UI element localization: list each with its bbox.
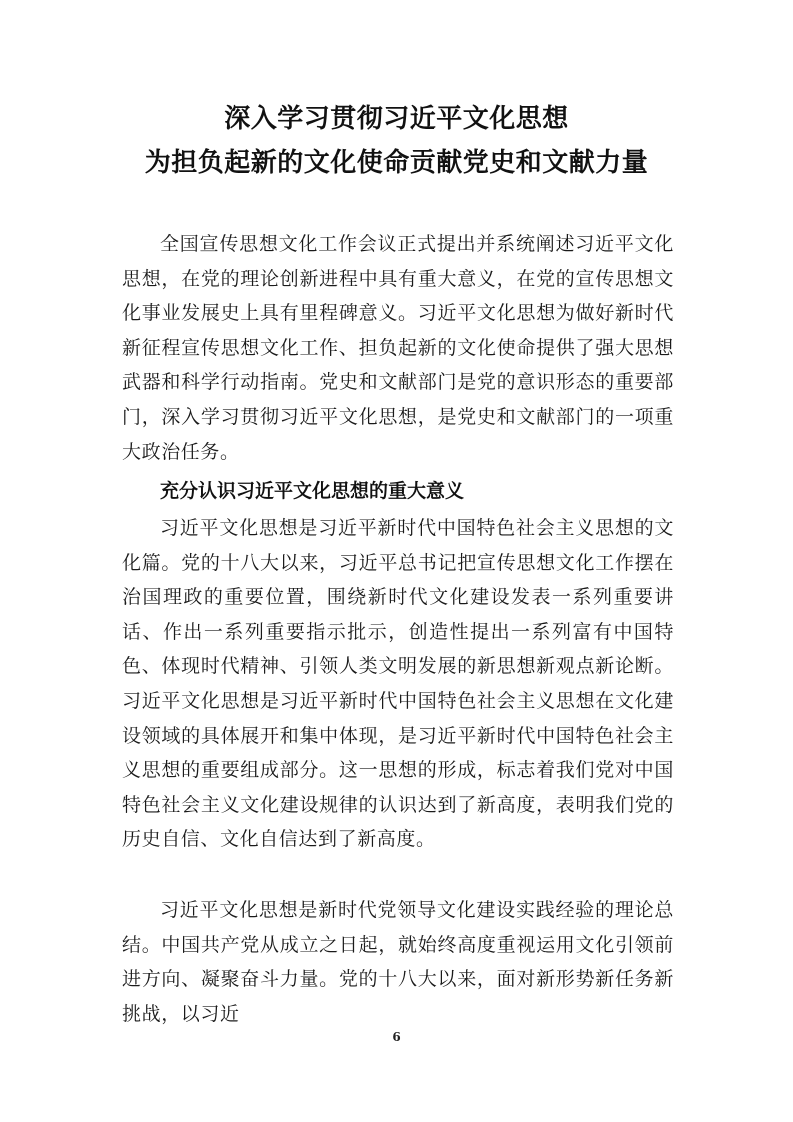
paragraph-significance: 习近平文化思想是习近平新时代中国特色社会主义思想的文化篇。党的十八大以来，习近平总书记把宣传思想文化工作摆在治国理政的重要位置，围绕新时代文化建设发表一系列重要讲话、作出一系列重要指示批示，创造性提出一系列富有中国特色、体现时代精神、引领人类文明发展的新思想新观点新论断。习近平文化思想是习近平新时代中国特色社会主义思想在文化建设领域的具体展开和集中体现，是习近平新时代中国特色社会主义思想的重要组成部分。这一思想的形成，标志着我们党对中国特色社会主义文化建设规律的认识达到了新高度，表明我们党的历史自信、文化自信达到了新高度。 [122, 517, 674, 851]
paragraph-practice: 习近平文化思想是新时代党领导文化建设实践经验的理论总结。中国共产党从成立之日起，就始终高度重视运用文化引领前进方向、凝聚奋斗力量。党的十八大以来，面对新形势新任务新挑战，以习近 [122, 899, 674, 1025]
title-line-2: 为担负起新的文化使命贡献党史和文献力量 [144, 148, 649, 178]
title-line-1: 深入学习贯彻习近平文化思想 [224, 104, 569, 134]
page-number: 6 [392, 1030, 401, 1044]
section-heading: 充分认识习近平文化思想的重大意义 [160, 480, 465, 502]
paragraph-intro: 全国宣传思想文化工作会议正式提出并系统阐述习近平文化思想，在党的理论创新进程中具有重大意义，在党的宣传思想文化事业发展史上具有里程碑意义。习近平文化思想为做好新时代新征程宣传思想文化工作、担负起新的文化使命提供了强大思想武器和科学行动指南。党史和文献部门是党的意识形态的重要部门，深入学习贯彻习近平文化思想，是党史和文献部门的一项重大政治任务。 [122, 233, 674, 463]
